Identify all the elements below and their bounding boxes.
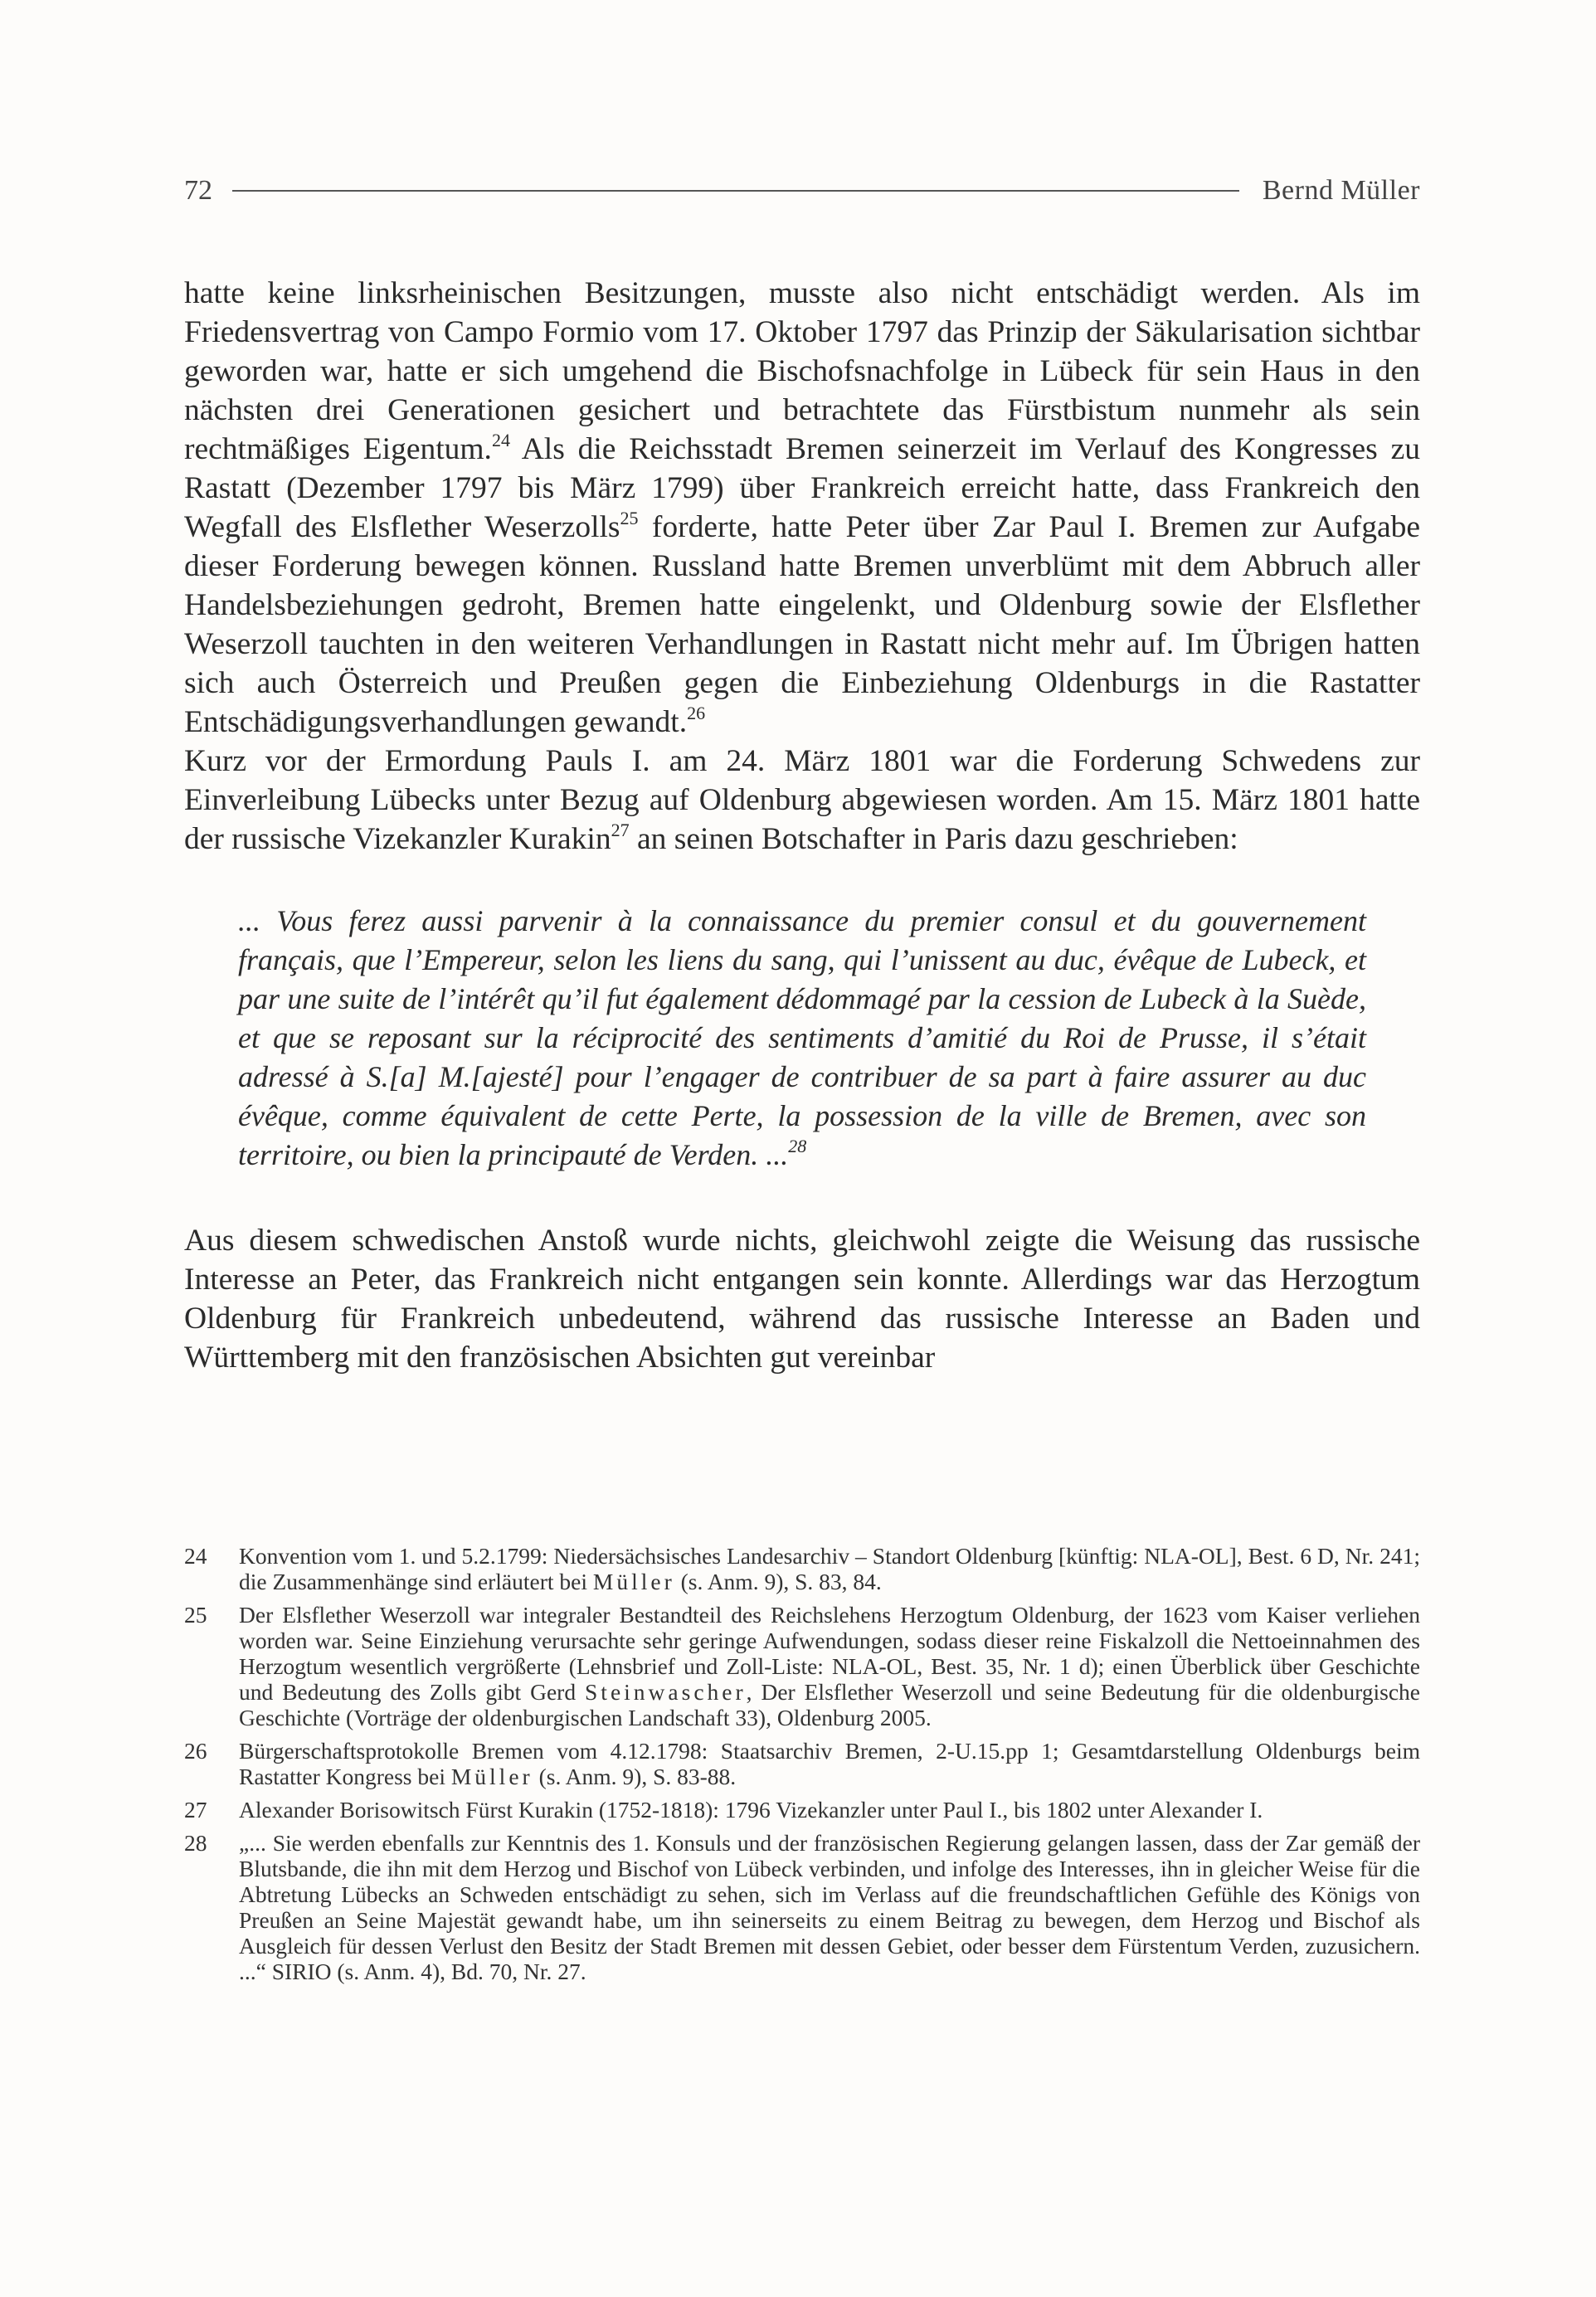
paragraph-text: Als die Reichsstadt Bremen seinerzeit im Verlauf des Kongresses zu Rastatt (Dezember 1797 bis März 1799) über Frankreich erreicht hatte, dass Frankreich den Wegfall des Elsflether Weserzolls bbox=[184, 432, 1420, 544]
running-head-author: Bernd Müller bbox=[1262, 175, 1420, 206]
footnote-number: 26 bbox=[184, 1738, 207, 1764]
paragraph-2 bbox=[184, 742, 1420, 859]
footnote-25 bbox=[184, 1602, 1420, 1730]
footnote-26 bbox=[184, 1738, 1420, 1789]
footnote-number: 25 bbox=[184, 1602, 207, 1628]
header-rule bbox=[232, 190, 1239, 192]
paragraph-text: Kurz vor der Ermordung Pauls I. am 24. März 1801 war die Forderung Schwedens zur Einverleibung Lübecks unter Bezug auf Oldenburg abgewiesen worden. Am 15. März 1801 hatte der russische Vizekanzler Kurakin bbox=[184, 744, 1420, 856]
footnote-text bbox=[239, 1602, 1420, 1730]
footnote-text-part: Bürgerschaftsprotokolle Bremen vom 4.12.1798: Staatsarchiv Bremen, 2-U.15.pp 1; Gesamtdarstellung Oldenburgs beim Rastatter Kongress bei bbox=[239, 1738, 1420, 1789]
paragraph-text: forderte, hatte Peter über Zar Paul I. Bremen zur Aufgabe dieser Forderung bewegen können. Russland hatte Bremen unverblümt mit dem Abbruch aller Handelsbeziehungen gedroht, Bremen hatte eingelenkt, und Oldenburg sowie der Elsflether Weserzoll tauchten in den weiteren Verhandlungen in Rastatt nicht mehr auf. Im Übrigen hatten sich auch Österreich und Preußen gegen die Einbeziehung Oldenburgs in die Rastatter Entschädigungsverhandlungen gewandt. bbox=[184, 510, 1420, 739]
footnote-text-part: (s. Anm. 9), S. 83, 84. bbox=[674, 1569, 882, 1594]
footnote-text-part: Konvention vom 1. und 5.2.1799: Niedersächsisches Landesarchiv – Standort Oldenburg [künftig: NLA-OL], Best. 6 D, Nr. 241; die Zusammenhänge sind erläutert bei bbox=[239, 1543, 1420, 1594]
footnote-text-part: , Der Elsflether Weserzoll und seine Bedeutung für die oldenburgische Geschichte (Vorträge der oldenburgischen Landschaft 33), Oldenburg 2005. bbox=[239, 1679, 1420, 1730]
footnote-text: Alexander Borisowitsch Fürst Kurakin (1752-1818): 1796 Vizekanzler unter Paul I., bis 1802 unter Alexander I. bbox=[239, 1797, 1263, 1823]
author-name: Müller bbox=[450, 1764, 533, 1789]
footnote-28 bbox=[184, 1830, 1420, 1984]
author-name: Steinwascher bbox=[585, 1679, 747, 1705]
footnote-ref-26[interactable]: 26 bbox=[687, 703, 706, 723]
footnote-text-part: (s. Anm. 9), S. 83-88. bbox=[533, 1764, 737, 1789]
footnote-ref-28[interactable]: 28 bbox=[788, 1136, 807, 1156]
footnote-text bbox=[239, 1543, 1420, 1594]
footnote-text-part: Der Elsflether Weserzoll war integraler Bestandteil des Reichslehens Herzogtum Oldenburg, der 1623 vom Kaiser verliehen worden war. Seine Einziehung verursachte sehr geringe Aufwendungen, sodass dieser reine Fiskalzoll die Nettoeinnahmen des Herzogtum wesentlich vergrößerte (Lehnsbrief und Zoll-Liste: NLA-OL, Best. 35, Nr. 1 d); einen Überblick über Geschichte und Bedeutung des Zolls gibt Gerd bbox=[239, 1602, 1420, 1705]
paragraph-text: an seinen Botschafter in Paris dazu geschrieben: bbox=[629, 822, 1238, 856]
footnote-number: 24 bbox=[184, 1543, 207, 1569]
footnote-ref-24[interactable]: 24 bbox=[491, 430, 510, 450]
paragraph-text: hatte keine linksrheinischen Besitzungen, musste also nicht entschädigt werden. Als im Friedensvertrag von Campo Formio vom 17. Oktober 1797 das Prinzip der Säkularisation sichtbar geworden war, hatte er sich umgehend die Bischofsnachfolge in Lübeck für sein Haus in den nächsten drei Generationen gesichert und betrachtete das Fürstbistum nunmehr als sein rechtmäßiges Eigentum. bbox=[184, 276, 1420, 466]
running-header bbox=[184, 170, 1420, 212]
footnote-24 bbox=[184, 1543, 1420, 1594]
footnote-27 bbox=[184, 1797, 1420, 1823]
footnote-number: 27 bbox=[184, 1797, 207, 1823]
quote-text: ... Vous ferez aussi parvenir à la connaissance du premier consul et du gouvernement français, que l’Empereur, selon les liens du sang, qui l’unissent au duc, évêque de Lubeck, et par une suite de l’intérêt qu’il fut également dédommagé par la cession de Lubeck à la Suède, et que se reposant sur la réciprocité des sentiments d’amitié du Roi de Prusse, il s’était adressé à S.[a] M.[ajesté] pour l’engager de contribuer de sa part à faire assurer au duc évêque, comme équivalent de cette Perte, la possession de la ville de Bremen, avec son territoire, ou bien la principauté de Verden. ... bbox=[238, 904, 1366, 1171]
footnotes bbox=[184, 1543, 1420, 1992]
footnote-ref-27[interactable]: 27 bbox=[611, 820, 630, 840]
paragraph-1 bbox=[184, 274, 1420, 742]
footnote-ref-25[interactable]: 25 bbox=[620, 508, 639, 528]
footnote-text: „... Sie werden ebenfalls zur Kenntnis des 1. Konsuls und der französischen Regierung gelangen lassen, dass der Zar gemäß der Blutsbande, die ihn mit dem Herzog und Bischof von Lübeck verbinden, und infolge des Interesses, ihn in gleicher Weise für die Abtretung Lübecks an Schweden entschädigt zu sehen, sich im Verlass auf die freundschaftlichen Gefühle des Königs von Preußen an Seine Majestät gewandt habe, um ihn seinerseits zu einem Beitrag zu bewegen, dem Herzog und Bischof als Ausgleich für dessen Verlust den Besitz der Stadt Bremen mit dessen Gebiet, oder besser dem Fürstentum Verden, zuzusichern. ...“ SIRIO (s. Anm. 4), Bd. 70, Nr. 27. bbox=[239, 1830, 1420, 1984]
main-text bbox=[184, 274, 1420, 1377]
block-quote bbox=[238, 902, 1366, 1175]
page-number: 72 bbox=[184, 175, 212, 206]
author-name: Müller bbox=[592, 1569, 675, 1594]
footnote-text bbox=[239, 1738, 1420, 1789]
paragraph-3: Aus diesem schwedischen Anstoß wurde nichts, gleichwohl zeigte die Weisung das russische Interesse an Peter, das Frankreich nicht entgangen sein konnte. Allerdings war das Herzogtum Oldenburg für Frankreich unbedeutend, während das russische Interesse an Baden und Württemberg mit den französischen Absichten gut vereinbar bbox=[184, 1224, 1420, 1375]
footnote-number: 28 bbox=[184, 1830, 207, 1856]
